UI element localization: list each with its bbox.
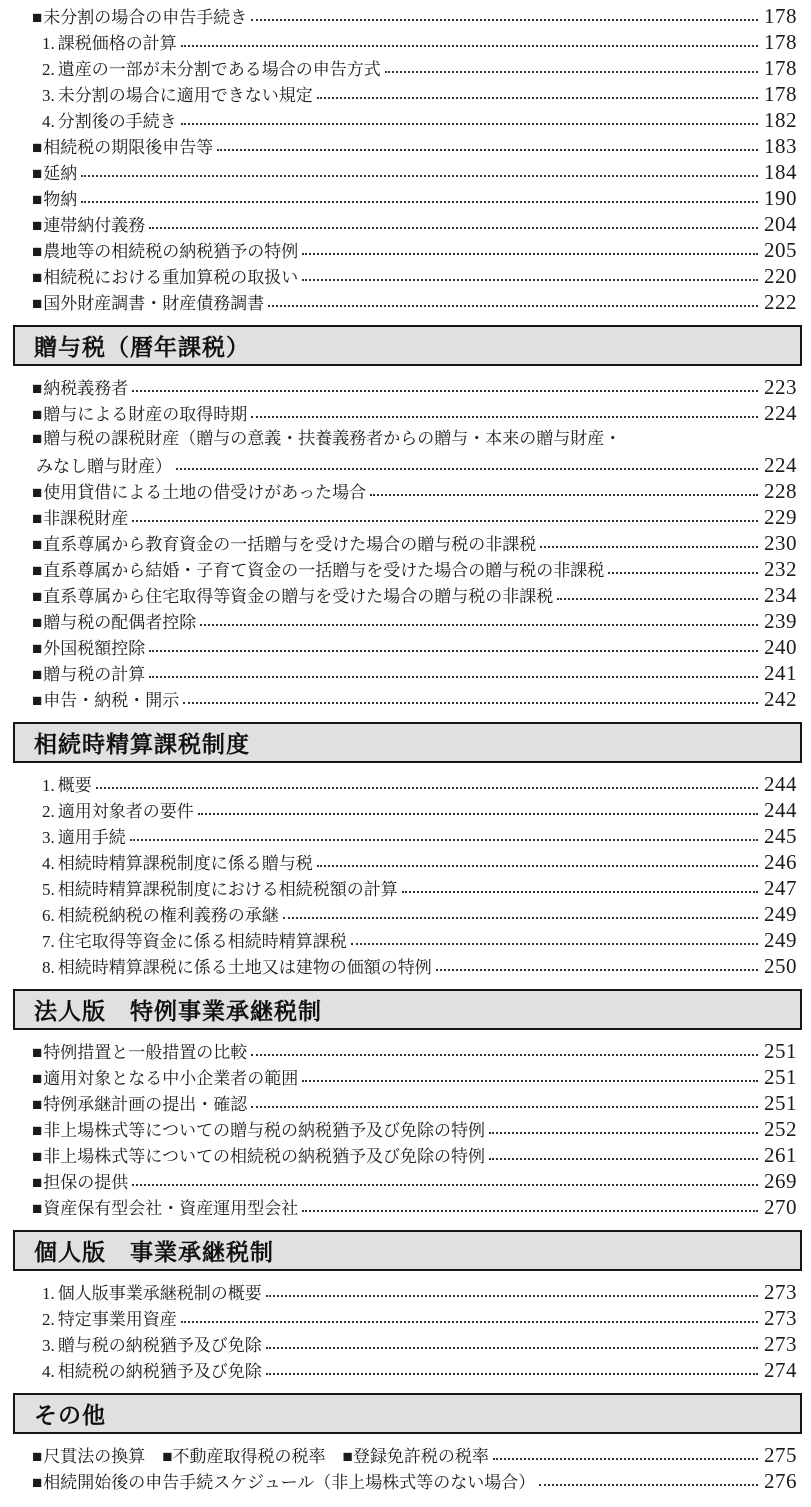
toc-entry-label: 贈与税の課税財産（贈与の意義・扶養義務者からの贈与・本来の贈与財産・ — [43, 429, 622, 448]
toc-entry-label: 直系尊属から住宅取得等資金の贈与を受けた場合の贈与税の非課税 — [43, 587, 554, 606]
section-items — [0, 374, 811, 712]
square-bullet-marker: ■ — [32, 665, 43, 684]
section-items — [0, 1038, 811, 1220]
toc-entry — [0, 1038, 811, 1064]
dot-leader — [132, 1168, 758, 1194]
item-number-marker: 4. — [42, 854, 55, 873]
page-number: 246 — [764, 850, 797, 874]
square-bullet-marker: ■ — [32, 535, 43, 554]
dot-leader — [149, 634, 758, 660]
page-number: 273 — [764, 1306, 797, 1330]
toc-entry-label: 使用貸借による土地の借受けがあった場合 — [43, 483, 367, 502]
dot-leader — [251, 3, 758, 29]
toc-entry-label: 尺貫法の換算 ■不動産取得税の税率 ■登録免許税の税率 — [43, 1447, 489, 1466]
toc-entry-label: 未分割の場合に適用できない規定 — [57, 86, 313, 105]
item-number-marker: 6. — [42, 906, 55, 925]
toc-entry — [0, 608, 811, 634]
toc-entry-label: みなし贈与財産） — [36, 457, 172, 476]
square-bullet-marker: ■ — [32, 429, 43, 448]
page-number: 228 — [764, 479, 797, 503]
toc-entry — [0, 81, 811, 107]
page-number: 242 — [764, 687, 797, 711]
toc-entry-label: 特定事業用資産 — [57, 1310, 177, 1329]
toc-entry-label: 概要 — [57, 776, 92, 795]
toc-entry — [0, 133, 811, 159]
toc-entry — [0, 1090, 811, 1116]
toc-entry — [0, 237, 811, 263]
dot-leader — [489, 1116, 758, 1142]
toc-entry — [0, 823, 811, 849]
page-number: 249 — [764, 902, 797, 926]
toc-entry-label: 住宅取得等資金に係る相続時精算課税 — [57, 932, 347, 951]
toc-entry-label: 外国税額控除 — [43, 639, 146, 658]
page-number: 251 — [764, 1091, 797, 1115]
section-header-label: その他 — [34, 1402, 106, 1428]
page-number: 261 — [764, 1143, 797, 1167]
dot-leader — [181, 1305, 758, 1331]
dot-leader — [493, 1442, 758, 1468]
dot-leader — [251, 400, 758, 426]
square-bullet-marker: ■ — [32, 561, 43, 580]
toc-entry-label: 相続税における重加算税の取扱い — [43, 268, 299, 287]
toc-entry — [0, 263, 811, 289]
item-number-marker: 1. — [42, 34, 55, 53]
toc-entry-label: 遺産の一部が未分割である場合の申告方式 — [57, 60, 381, 79]
dot-leader — [200, 608, 758, 634]
page-number: 250 — [764, 954, 797, 978]
toc-entry-label: 非課税財産 — [43, 509, 129, 528]
square-bullet-marker: ■ — [32, 587, 43, 606]
toc-entry — [0, 556, 811, 582]
toc-entry — [0, 1305, 811, 1331]
toc-entry — [0, 211, 811, 237]
dot-leader — [268, 289, 758, 315]
section-header — [13, 722, 802, 763]
toc-entry — [0, 400, 811, 426]
dot-leader — [302, 263, 758, 289]
square-bullet-marker: ■ — [32, 1473, 43, 1492]
toc-entry-label: 贈与税の配偶者控除 — [43, 613, 197, 632]
toc-entry — [0, 1442, 811, 1468]
item-number-marker: 3. — [42, 1336, 55, 1355]
item-number-marker: 7. — [42, 932, 55, 951]
toc-entry-label: 相続税納税の権利義務の承継 — [57, 906, 279, 925]
toc-entry — [0, 55, 811, 81]
page-number: 273 — [764, 1280, 797, 1304]
page-number: 275 — [764, 1443, 797, 1467]
square-bullet-marker: ■ — [32, 1147, 43, 1166]
toc-entry-label: 延納 — [43, 164, 78, 183]
toc-entry-label: 非上場株式等についての贈与税の納税猶予及び免除の特例 — [43, 1121, 485, 1140]
dot-leader — [81, 159, 758, 185]
section-header-label: 相続時精算課税制度 — [34, 731, 250, 757]
page-number: 249 — [764, 928, 797, 952]
square-bullet-marker: ■ — [32, 216, 43, 235]
toc-entry-label: 贈与税の納税猶予及び免除 — [57, 1336, 262, 1355]
page-number: 178 — [764, 4, 797, 28]
section-header — [13, 1393, 802, 1434]
square-bullet-marker: ■ — [32, 8, 43, 27]
toc-entry-label: 相続税の納税猶予及び免除 — [57, 1362, 262, 1381]
square-bullet-marker: ■ — [32, 138, 43, 157]
page-number: 224 — [764, 453, 797, 477]
square-bullet-marker: ■ — [32, 1199, 43, 1218]
page-number: 224 — [764, 401, 797, 425]
toc-entry — [0, 478, 811, 504]
square-bullet-marker: ■ — [32, 242, 43, 261]
dot-leader — [385, 55, 758, 81]
page-number: 251 — [764, 1039, 797, 1063]
page-number: 252 — [764, 1117, 797, 1141]
dot-leader — [96, 771, 758, 797]
toc-entry — [0, 1279, 811, 1305]
section-items — [0, 1279, 811, 1383]
dot-leader — [130, 823, 758, 849]
toc-entry-label: 相続時精算課税制度における相続税額の計算 — [57, 880, 398, 899]
toc-entry-label: 農地等の相続税の納税猶予の特例 — [43, 242, 299, 261]
toc-entry-label: 個人版事業承継税制の概要 — [57, 1284, 262, 1303]
page-number: 230 — [764, 531, 797, 555]
toc-entry-label: 相続時精算課税制度に係る贈与税 — [57, 854, 313, 873]
toc-entry — [0, 634, 811, 660]
page-number: 178 — [764, 56, 797, 80]
page-number: 234 — [764, 583, 797, 607]
square-bullet-marker: ■ — [32, 613, 43, 632]
page-number: 222 — [764, 290, 797, 314]
item-number-marker: 1. — [42, 776, 55, 795]
toc-entry — [0, 289, 811, 315]
toc-entry — [0, 1468, 811, 1494]
toc-entry — [0, 452, 811, 478]
section-header — [13, 1230, 802, 1271]
item-number-marker: 3. — [42, 828, 55, 847]
toc-entry-label: 資産保有型会社・資産運用型会社 — [43, 1199, 299, 1218]
square-bullet-marker: ■ — [32, 691, 43, 710]
toc-entry-label: 適用対象者の要件 — [57, 802, 194, 821]
toc-entry — [0, 29, 811, 55]
toc-entry-label: 特例措置と一般措置の比較 — [43, 1043, 248, 1062]
toc-entry — [0, 927, 811, 953]
toc-entry — [0, 107, 811, 133]
toc-entry — [0, 1331, 811, 1357]
toc-entry-label: 物納 — [43, 190, 78, 209]
item-number-marker: 2. — [42, 60, 55, 79]
toc-entry-label: 適用手続 — [57, 828, 126, 847]
toc-entry-label: 納税義務者 — [43, 379, 129, 398]
dot-leader — [302, 237, 758, 263]
page-number: 223 — [764, 375, 797, 399]
dot-leader — [176, 452, 758, 478]
toc-entry-label: 担保の提供 — [43, 1173, 129, 1192]
toc-entry — [0, 1116, 811, 1142]
page-number: 239 — [764, 609, 797, 633]
dot-leader — [489, 1142, 758, 1168]
square-bullet-marker: ■ — [32, 268, 43, 287]
dot-leader — [181, 29, 758, 55]
section-header-label: 個人版 事業承継税制 — [34, 1239, 274, 1265]
toc-entry — [0, 797, 811, 823]
dot-leader — [181, 107, 758, 133]
dot-leader — [266, 1279, 758, 1305]
item-number-marker: 4. — [42, 112, 55, 131]
section-header — [13, 325, 802, 366]
toc-entry — [0, 660, 811, 686]
square-bullet-marker: ■ — [32, 1095, 43, 1114]
page-number: 205 — [764, 238, 797, 262]
toc-entry — [0, 1064, 811, 1090]
toc-entry-label: 直系尊属から結婚・子育て資金の一括贈与を受けた場合の贈与税の非課税 — [43, 561, 605, 580]
square-bullet-marker: ■ — [32, 1121, 43, 1140]
dot-leader — [317, 849, 758, 875]
dot-leader — [149, 211, 758, 237]
toc-entry-label: 相続時精算課税に係る土地又は建物の価額の特例 — [57, 958, 432, 977]
toc-entry — [0, 1357, 811, 1383]
page-number: 270 — [764, 1195, 797, 1219]
toc-entry — [0, 530, 811, 556]
toc-entry-label: 贈与税の計算 — [43, 665, 146, 684]
toc-entry-label: 国外財産調書・財産債務調書 — [43, 294, 265, 313]
toc-entry-label: 課税価格の計算 — [57, 34, 177, 53]
toc-entry — [0, 185, 811, 211]
dot-leader — [539, 1468, 758, 1494]
square-bullet-marker: ■ — [32, 1043, 43, 1062]
page-number: 276 — [764, 1469, 797, 1493]
toc-entry-label: 未分割の場合の申告手続き — [43, 8, 248, 27]
dot-leader — [370, 478, 758, 504]
toc-entry-label: 分割後の手続き — [57, 112, 177, 131]
page-number: 178 — [764, 82, 797, 106]
toc-entry-label: 特例承継計画の提出・確認 — [43, 1095, 248, 1114]
square-bullet-marker: ■ — [32, 294, 43, 313]
toc-entry — [0, 1142, 811, 1168]
dot-leader — [302, 1064, 758, 1090]
toc-entry-label: 適用対象となる中小企業者の範囲 — [43, 1069, 299, 1088]
toc-entry — [0, 849, 811, 875]
toc-entry-label: 贈与による財産の取得時期 — [43, 405, 248, 424]
section-header-label: 贈与税（暦年課税） — [34, 334, 250, 360]
item-number-marker: 4. — [42, 1362, 55, 1381]
dot-leader — [81, 185, 758, 211]
dot-leader — [351, 927, 758, 953]
page-number: 190 — [764, 186, 797, 210]
square-bullet-marker: ■ — [32, 405, 43, 424]
section-header — [13, 989, 802, 1030]
toc-entry — [0, 1194, 811, 1220]
square-bullet-marker: ■ — [32, 1069, 43, 1088]
toc-entry-label: 連帯納付義務 — [43, 216, 146, 235]
square-bullet-marker: ■ — [32, 509, 43, 528]
dot-leader — [283, 901, 758, 927]
page-number: 244 — [764, 798, 797, 822]
page-number: 182 — [764, 108, 797, 132]
toc-entry — [0, 875, 811, 901]
square-bullet-marker: ■ — [32, 639, 43, 658]
page-number: 273 — [764, 1332, 797, 1356]
dot-leader — [132, 504, 758, 530]
dot-leader — [217, 133, 758, 159]
item-number-marker: 5. — [42, 880, 55, 899]
dot-leader — [436, 953, 758, 979]
section-items — [0, 1442, 811, 1494]
square-bullet-marker: ■ — [32, 164, 43, 183]
dot-leader — [302, 1194, 758, 1220]
toc-entry — [0, 953, 811, 979]
page-number: 269 — [764, 1169, 797, 1193]
dot-leader — [402, 875, 758, 901]
page-number: 184 — [764, 160, 797, 184]
toc-entry-label: 相続税の期限後申告等 — [43, 138, 214, 157]
item-number-marker: 8. — [42, 958, 55, 977]
dot-leader — [266, 1331, 758, 1357]
dot-leader — [198, 797, 758, 823]
toc-entry — [0, 1168, 811, 1194]
toc-entry — [0, 426, 811, 452]
toc-entry — [0, 504, 811, 530]
page-number: 204 — [764, 212, 797, 236]
toc-entry — [0, 901, 811, 927]
toc-entry-label: 非上場株式等についての相続税の納税猶予及び免除の特例 — [43, 1147, 485, 1166]
item-number-marker: 3. — [42, 86, 55, 105]
toc-entry — [0, 374, 811, 400]
dot-leader — [251, 1090, 758, 1116]
page-number: 245 — [764, 824, 797, 848]
square-bullet-marker: ■ — [32, 1447, 43, 1466]
item-number-marker: 1. — [42, 1284, 55, 1303]
page-number: 178 — [764, 30, 797, 54]
dot-leader — [317, 81, 758, 107]
toc-entry — [0, 771, 811, 797]
dot-leader — [251, 1038, 758, 1064]
page-number: 229 — [764, 505, 797, 529]
page-number: 183 — [764, 134, 797, 158]
dot-leader — [149, 660, 758, 686]
square-bullet-marker: ■ — [32, 483, 43, 502]
dot-leader — [608, 556, 758, 582]
page-number: 232 — [764, 557, 797, 581]
square-bullet-marker: ■ — [32, 190, 43, 209]
dot-leader — [266, 1357, 758, 1383]
dot-leader — [540, 530, 758, 556]
section-header-label: 法人版 特例事業承継税制 — [34, 998, 322, 1024]
page-number: 247 — [764, 876, 797, 900]
square-bullet-marker: ■ — [32, 1173, 43, 1192]
page-number: 251 — [764, 1065, 797, 1089]
item-number-marker: 2. — [42, 1310, 55, 1329]
page-number: 274 — [764, 1358, 797, 1382]
toc-entry-label: 申告・納税・開示 — [43, 691, 180, 710]
dot-leader — [557, 582, 758, 608]
toc-entry — [0, 582, 811, 608]
dot-leader — [183, 686, 758, 712]
item-number-marker: 2. — [42, 802, 55, 821]
section-items — [0, 771, 811, 979]
toc-entry — [0, 159, 811, 185]
toc-entry — [0, 3, 811, 29]
toc-entry-label: 相続開始後の申告手続スケジュール（非上場株式等のない場合） — [43, 1473, 536, 1492]
dot-leader — [132, 374, 758, 400]
page-number: 244 — [764, 772, 797, 796]
page-number: 240 — [764, 635, 797, 659]
page-number: 220 — [764, 264, 797, 288]
square-bullet-marker: ■ — [32, 379, 43, 398]
toc-entry — [0, 686, 811, 712]
page-number: 241 — [764, 661, 797, 685]
toc-entry-label: 直系尊属から教育資金の一括贈与を受けた場合の贈与税の非課税 — [43, 535, 537, 554]
section-items — [0, 3, 811, 315]
